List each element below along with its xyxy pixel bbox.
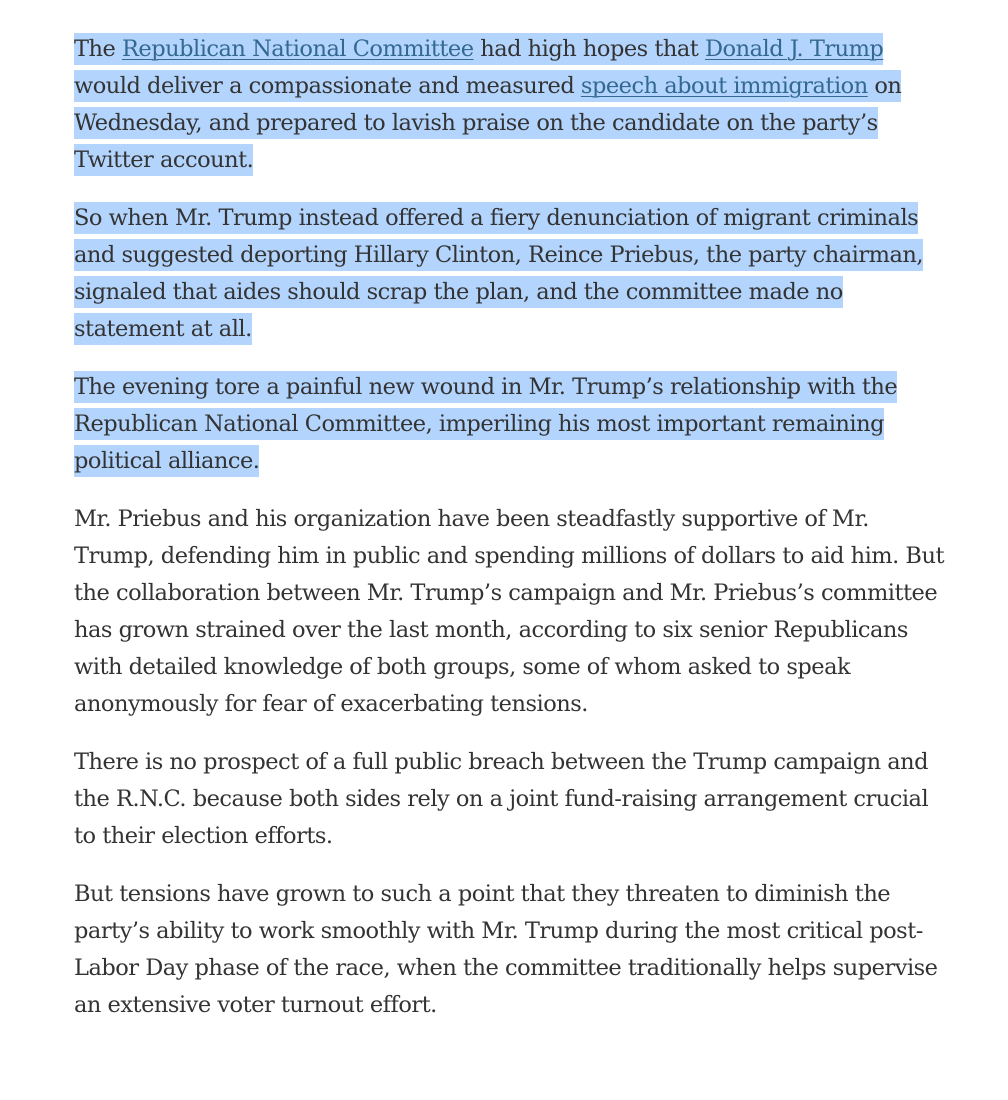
paragraph-3[interactable] [74, 369, 944, 480]
selected-text-3[interactable]: The evening tore a painful new wound in Mr. Trump’s relationship with the Republican National Committee, imperiling his most important remaining political alliance. [74, 371, 897, 477]
selected-text-1[interactable] [74, 33, 901, 176]
republican-national-committee-link[interactable]: Republican National Committee [121, 36, 474, 62]
immigration-speech-link[interactable]: speech about immigration [580, 73, 868, 99]
paragraph-5[interactable]: There is no prospect of a full public breach between the Trump campaign and the R.N.C. because both sides rely on a joint fund-raising arrangement crucial to their election efforts. [74, 749, 929, 849]
paragraph-2[interactable] [74, 200, 944, 348]
paragraph-4[interactable]: Mr. Priebus and his organization have been steadfastly supportive of Mr. Trump, defending him in public and spending millions of dollars to aid him. But the collaboration between Mr. Trump’s campaign and Mr. Priebus’s committee has grown strained over the last month, according to six senior Republicans with detailed knowledge of both groups, some of whom asked to speak anonymously for fear of exacerbating tensions. [74, 506, 945, 717]
p1-text-d: on Wednesday, and prepared to lavish praise on the candidate on the party’s Twitter account. [74, 73, 902, 173]
paragraph-1[interactable] [74, 31, 944, 179]
p1-text-c: would deliver a compassionate and measured [74, 73, 581, 99]
selected-text-2[interactable]: So when Mr. Trump instead offered a fiery denunciation of migrant criminals and suggested deporting Hillary Clinton, Reince Priebus, the party chairman, signaled that aides should scrap the plan, and the committee made no statement at all. [74, 202, 923, 345]
p1-text-a: The [74, 36, 122, 62]
p1-text-b: had high hopes that [473, 36, 706, 62]
donald-trump-link[interactable]: Donald J. Trump [705, 36, 884, 62]
article-body [74, 31, 944, 1024]
paragraph-6[interactable]: But tensions have grown to such a point that they threaten to diminish the party’s ability to work smoothly with Mr. Trump during the most critical post-Labor Day phase of the race, when the committee traditionally helps supervise an extensive voter turnout effort. [74, 881, 938, 1018]
